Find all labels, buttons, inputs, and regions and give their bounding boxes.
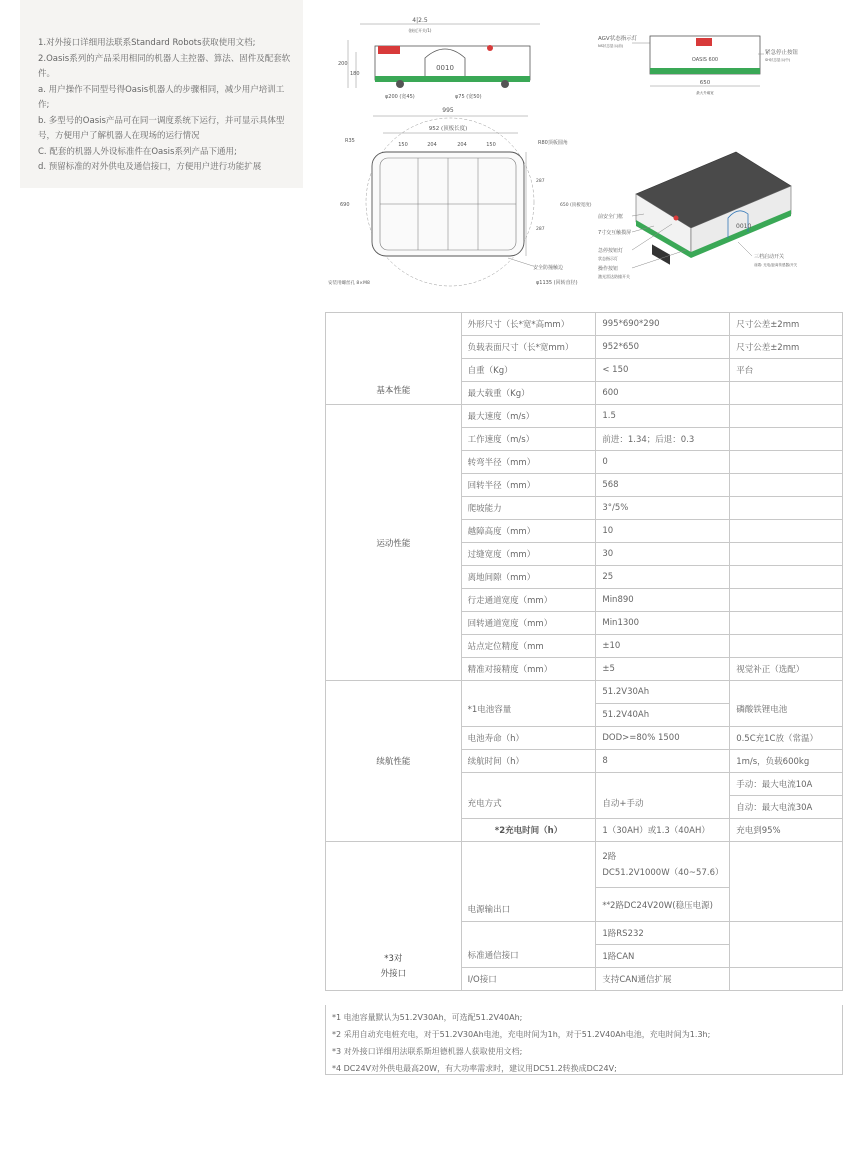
spec-value: Min1300 [596,612,730,635]
top-dim-plate: 952 (顶板长度) [428,126,468,132]
spec-name: 负载表面尺寸（长*宽mm） [461,336,596,359]
note-6: d. 预留标准的对外供电及通信接口，方便用户进行功能扩展 [38,162,262,172]
table-row [326,405,843,428]
front-label-left: AGV状态指示灯 [598,36,638,42]
spec-value: ±10 [596,635,730,658]
front-label-left-sub: NS状态显示(前) [598,44,624,48]
spec-note [730,612,843,635]
spec-note-battery: 磷酸铁锂电池 [730,681,843,727]
note-2: 2.Oasis系列的产品采用相同的机器人主控器、算法、固件及配套软件。 [38,53,291,79]
table-row [326,842,843,888]
front-estop-red [696,38,712,46]
spec-value: 1.5 [596,405,730,428]
spec-note [730,635,843,658]
spec-value: 30 [596,543,730,566]
spec-value: 10 [596,520,730,543]
front-model: OASIS 600 [691,57,719,63]
category-basic: 基本性能 [326,313,462,405]
spec-value: 前进：1.34；后退：0.3 [596,428,730,451]
spec-note: 1m/s，负载600kg [730,750,843,773]
side-dim-h1: 200 [338,61,348,67]
category-io-line1: *3对 [384,954,403,964]
footnote-2: *2 采用自动充电桩充电，对于51.2V30Ah电池，充电时间为1h，对于51.2V40Ah电池，充电时间为1.3h; [332,1030,711,1039]
spec-note: 尺寸公差±2mm [730,336,843,359]
spec-value-comm-1: 1路RS232 [596,922,730,945]
red-bumper [378,46,400,54]
side-dim-sub: (接近开关/1) [408,28,432,33]
spec-name: 自重（Kg） [461,359,596,382]
spec-value-power-2: *⁴2路DC24V20W(稳压电源) [596,888,730,922]
spec-value: 568 [596,474,730,497]
spec-name-ioport: I/O接口 [461,968,596,991]
spec-note [730,428,843,451]
front-label-right: 紧急停止按钮 [765,50,799,56]
top-label-bolt: 安装用螺丝孔 8×M8 [328,281,370,286]
spec-note [730,451,843,474]
spec-name: 站点定位精度（mm [461,635,596,658]
category-io-line2: 外接口 [380,969,407,979]
spec-name-charge: 充电方式 [461,773,596,819]
side-wheel-2: φ75 (宽50) [455,94,482,100]
usage-notes [20,0,303,188]
spec-value: 8 [596,750,730,773]
side-wheel-1: φ200 (宽45) [385,94,415,100]
spec-name: 行走通道宽度（mm） [461,589,596,612]
spec-value-power-1b: DC51.2V1000W（40~57.6） [602,867,724,878]
top-corner-right: R80顶板圆角 [538,140,568,146]
spec-note [730,497,843,520]
top-dim-side-mid: 650 (顶板宽度) [560,203,592,208]
spec-name: 越障高度（mm） [461,520,596,543]
category-io [326,842,462,991]
iso-label-4: 状态指示灯 [598,256,618,261]
spec-note: 平台 [730,359,843,382]
spec-value: 25 [596,566,730,589]
spec-name: 最大速度（m/s） [461,405,596,428]
spec-value: Min890 [596,589,730,612]
spec-name: 外形尺寸（长*宽*高mm） [461,313,596,336]
spec-value: 600 [596,382,730,405]
spec-note [730,842,843,922]
touch-screen [652,244,670,264]
side-dim-top: 4|2.5 [412,17,428,24]
spec-value: 995*690*290 [596,313,730,336]
top-label-bumper: 安全防撞触边 [533,265,564,271]
top-dim-sec-1: 150 [398,142,408,148]
spec-note [730,520,843,543]
top-dim-side-total: 690 [340,202,350,208]
spec-value-ioport: 支持CAN通信扩展 [596,968,730,991]
spec-value: ±5 [596,658,730,681]
spec-note-charge-2: 自动：最大电流30A [730,796,843,819]
note-4: b. 多型号的Oasis产品可在同一调度系统下运行，并可显示具体型号，方便用户了解机器人在现场的运行情况 [38,115,285,141]
spec-value-battery-1: 51.2V30Ah [596,681,730,704]
top-label-circle: φ1135 (回转直径) [536,280,578,286]
table-footnotes [325,1005,843,1075]
spec-name: 回转通道宽度（mm） [461,612,596,635]
top-dim-side-sec-1: 287 [536,179,545,184]
table-row [326,681,843,704]
iso-label-3: 急停按钮灯 [598,248,624,254]
spec-value: 1（30AH）或1.3（40AH） [596,819,730,842]
spec-name: 爬坡能力 [461,497,596,520]
spec-note [730,474,843,497]
top-dim-sec-3: 204 [457,142,467,148]
iso-label-1: 前安全门框 [598,214,624,220]
side-dim-h2: 180 [350,71,360,77]
spec-name: 离地间隙（mm） [461,566,596,589]
spec-note [730,405,843,428]
spec-value: 3°/5% [596,497,730,520]
spec-value-comm-2: 1路CAN [596,945,730,968]
spec-value-battery-2: 51.2V40Ah [596,704,730,727]
spec-name-chargetime: *2充电时间（h） [461,819,596,842]
iso-label-sub: 前端: 光电/距离传感器/开关 [754,263,798,267]
spec-value: 952*650 [596,336,730,359]
front-dim-width-sub: 最大外廓宽 [696,91,714,95]
side-logo: 0010 [436,64,454,72]
spec-name: 过缝宽度（mm） [461,543,596,566]
spec-name: 电池寿命（h） [461,727,596,750]
spec-name: 最大载重（Kg） [461,382,596,405]
footnote-4: *4 DC24V对外供电最高20W，有大功率需求时，建议用DC51.2转换成DC24V; [332,1064,617,1073]
table-row [326,313,843,336]
iso-label-5: 操作按钮 [598,266,619,272]
spec-value: 0 [596,451,730,474]
top-corner-left: R35 [345,138,355,144]
spec-note [730,543,843,566]
isometric-view-drawing [596,146,821,286]
iso-label-2: 7寸交互触摸屏 [598,230,632,236]
top-view-drawing [328,102,593,294]
spec-note-charge-1: 手动：最大电流10A [730,773,843,796]
category-motion: 运动性能 [326,405,462,681]
spec-note [730,566,843,589]
spec-note: 0.5C充1C放（常温） [730,727,843,750]
note-5: C. 配套的机器人外设标准件在Oasis系列产品下通用; [38,146,237,157]
front-view-drawing [590,28,810,100]
spec-note: 视觉补正（选配） [730,658,843,681]
spec-note [730,382,843,405]
top-dim-sec-2: 204 [427,142,437,148]
spec-name: 续航时间（h） [461,750,596,773]
front-green-strip [650,68,760,74]
spec-value-power-1a: 2路 [602,851,617,862]
note-3: a. 用户操作不同型号得Oasis机器人的步骤相同，减少用户培训工作; [38,84,285,110]
iso-label-7: 三档启动开关 [754,254,785,260]
front-dim-width: 650 [699,80,711,86]
front-label-right-sub: SH状态显示(中) [765,58,791,62]
spec-value: DOD>=80% 1500 [596,727,730,750]
spec-name: 工作速度（m/s） [461,428,596,451]
side-view-drawing [330,10,545,105]
iso-logo: 0010 [736,223,752,230]
category-endurance: 续航性能 [326,681,462,842]
footnote-1: *1 电池容量默认为51.2V30Ah，可选配51.2V40Ah; [332,1013,523,1022]
spec-table [325,312,843,991]
spec-value-charge: 自动+手动 [596,773,730,819]
top-dim-side-sec-2: 287 [536,227,545,232]
spec-name-comm: 标准通信接口 [461,922,596,968]
spec-value: < 150 [596,359,730,382]
top-dim-overall: 995 [442,107,454,114]
spec-name-power: 电源输出口 [461,842,596,922]
note-1: 1.对外接口详细用法联系Standard Robots获取使用文档; [38,38,256,48]
top-dim-sec-4: 150 [486,142,496,148]
spec-note [730,968,843,991]
spec-note [730,589,843,612]
spec-note: 尺寸公差±2mm [730,313,843,336]
spec-value-power-1 [596,842,730,888]
spec-name-battery: *1电池容量 [461,681,596,727]
spec-note [730,922,843,968]
spec-note: 充电到95% [730,819,843,842]
spec-name: 转弯半径（mm） [461,451,596,474]
footnote-3: *3 对外接口详细用法联系斯坦德机器人获取使用文档; [332,1047,523,1056]
spec-name: 精准对接精度（mm） [461,658,596,681]
spec-name: 回转半径（mm） [461,474,596,497]
iso-label-6: 激光雷达防撞开关 [598,274,630,279]
